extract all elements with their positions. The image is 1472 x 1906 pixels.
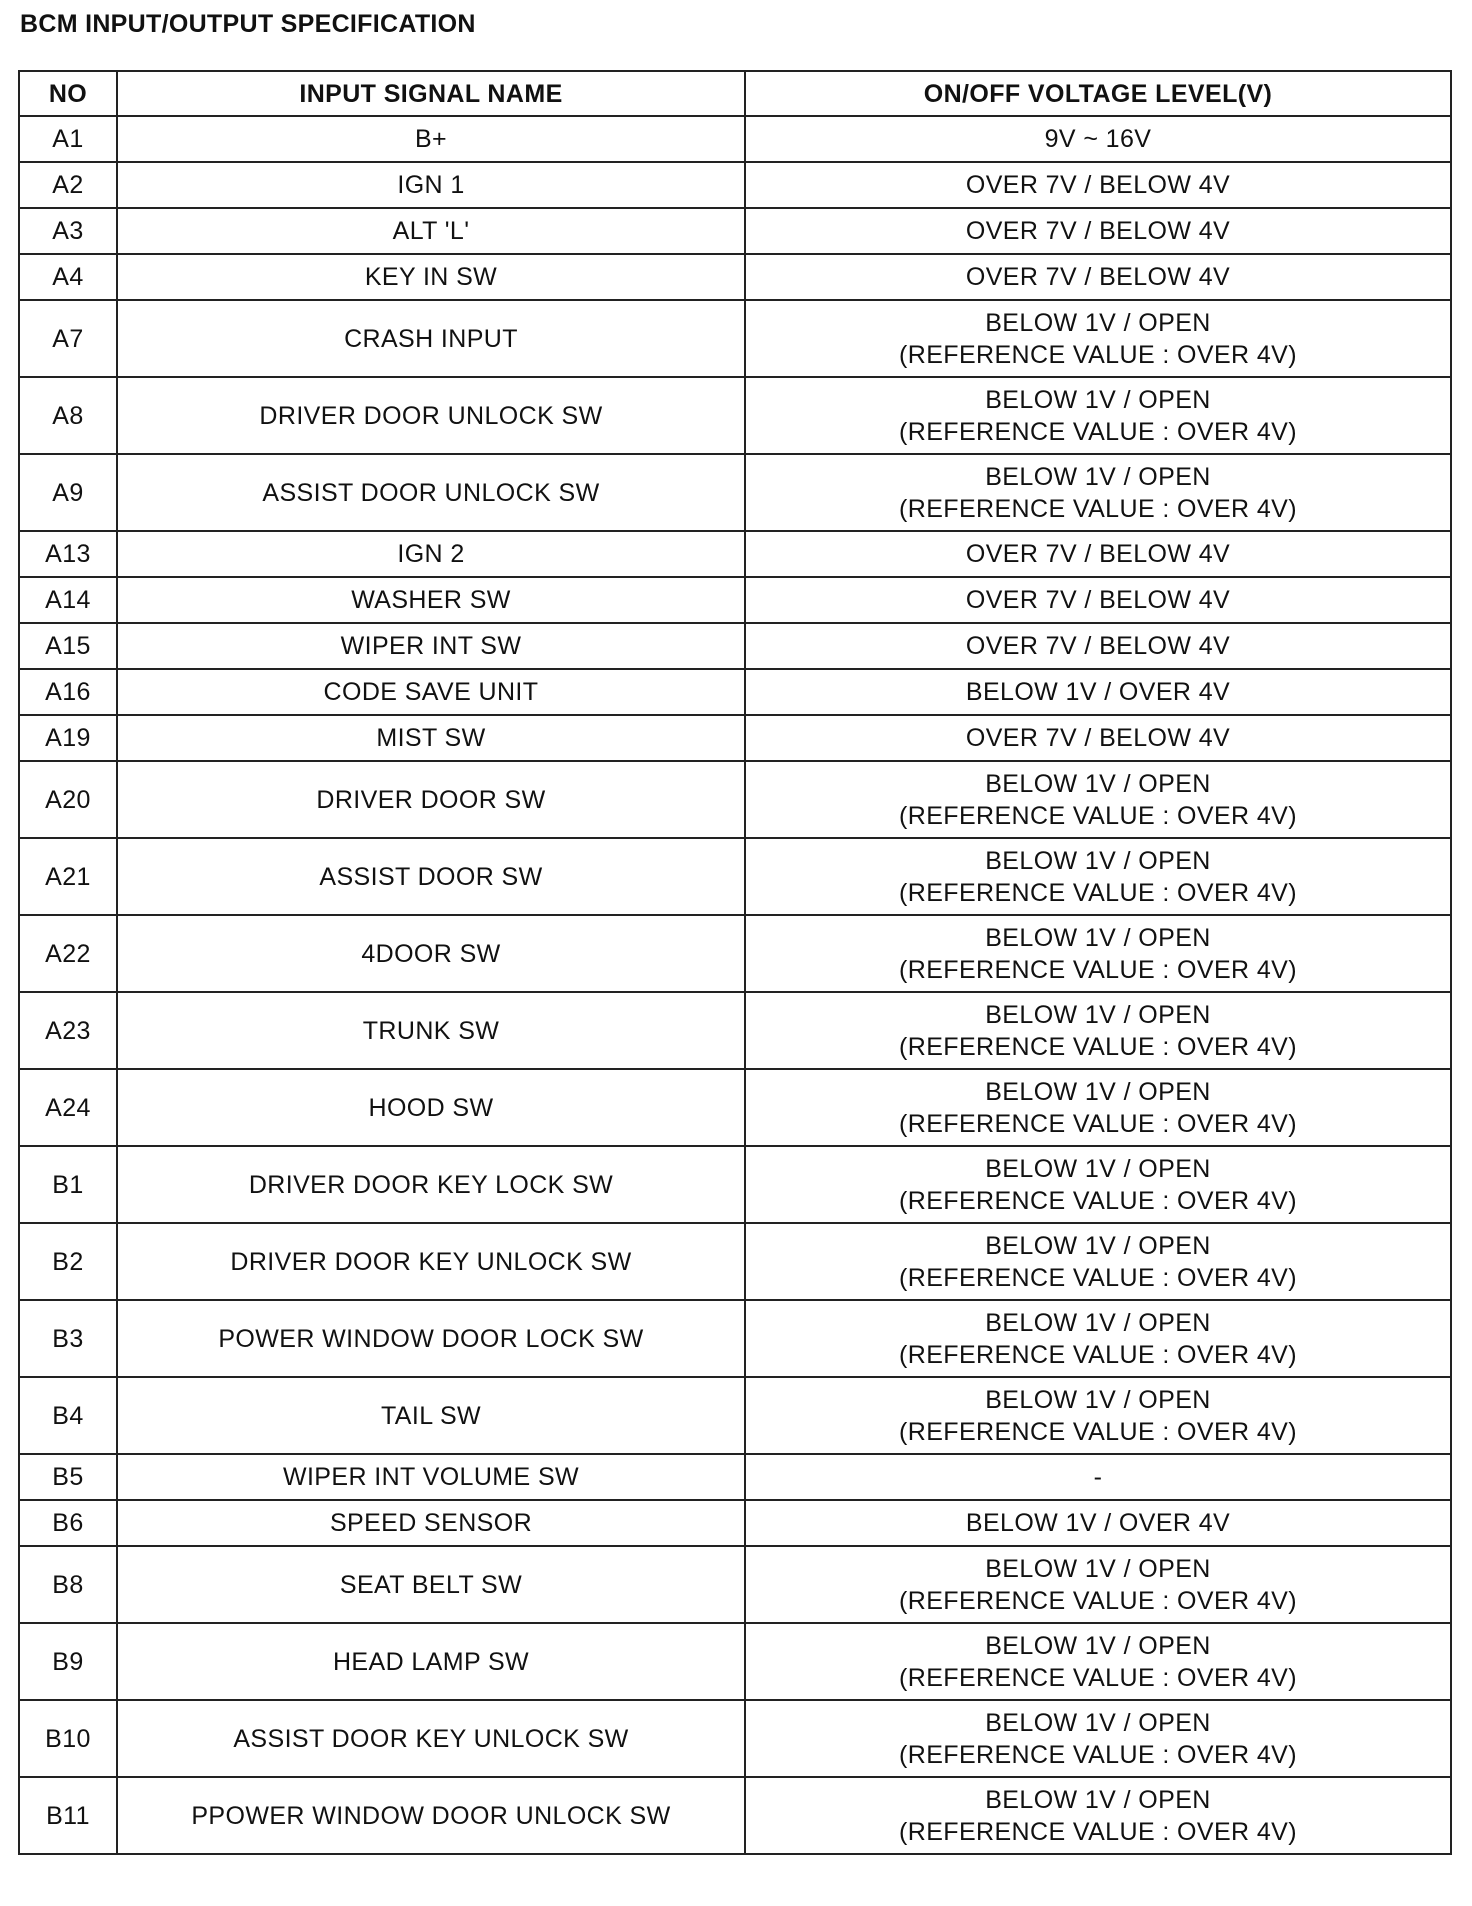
cell-no: B4 (19, 1377, 117, 1454)
cell-signal-name: B+ (117, 116, 745, 162)
table-row (19, 300, 1451, 377)
cell-no: A15 (19, 623, 117, 669)
voltage-line: BELOW 1V / OPEN (985, 923, 1211, 952)
cell-signal-name: DRIVER DOOR KEY LOCK SW (117, 1146, 745, 1223)
table-header-row (19, 71, 1451, 116)
voltage-line: 9V ~ 16V (1044, 125, 1152, 153)
voltage-line: (REFERENCE VALUE : OVER 4V) (899, 417, 1297, 446)
cell-no: A2 (19, 162, 117, 208)
voltage-line: BELOW 1V / OPEN (985, 769, 1211, 798)
table-row (19, 531, 1451, 577)
voltage-line: BELOW 1V / OVER 4V (965, 678, 1231, 706)
voltage-line: (REFERENCE VALUE : OVER 4V) (899, 1186, 1297, 1215)
cell-no: B10 (19, 1700, 117, 1777)
table-row (19, 1700, 1451, 1777)
cell-voltage-level (745, 208, 1451, 254)
cell-voltage-level (745, 1300, 1451, 1377)
voltage-line: OVER 7V / BELOW 4V (965, 540, 1231, 568)
cell-signal-name: DRIVER DOOR UNLOCK SW (117, 377, 745, 454)
cell-signal-name: TAIL SW (117, 1377, 745, 1454)
cell-voltage-level (745, 992, 1451, 1069)
voltage-line: BELOW 1V / OPEN (985, 1000, 1211, 1029)
cell-voltage-level (745, 1377, 1451, 1454)
spec-table (18, 70, 1452, 1855)
cell-voltage-level (745, 669, 1451, 715)
cell-signal-name: WASHER SW (117, 577, 745, 623)
voltage-line: OVER 7V / BELOW 4V (965, 171, 1231, 199)
cell-no: A21 (19, 838, 117, 915)
cell-no: A23 (19, 992, 117, 1069)
cell-no: A24 (19, 1069, 117, 1146)
voltage-line: BELOW 1V / OPEN (985, 1154, 1211, 1183)
voltage-line: BELOW 1V / OVER 4V (965, 1509, 1231, 1537)
table-row (19, 992, 1451, 1069)
table-row (19, 1146, 1451, 1223)
table-row (19, 761, 1451, 838)
cell-voltage-level (745, 1223, 1451, 1300)
table-row (19, 454, 1451, 531)
voltage-line: (REFERENCE VALUE : OVER 4V) (899, 1109, 1297, 1138)
cell-signal-name: ALT 'L' (117, 208, 745, 254)
cell-signal-name: POWER WINDOW DOOR LOCK SW (117, 1300, 745, 1377)
voltage-line: (REFERENCE VALUE : OVER 4V) (899, 1417, 1297, 1446)
cell-no: B3 (19, 1300, 117, 1377)
voltage-line: OVER 7V / BELOW 4V (965, 586, 1231, 614)
cell-signal-name: ASSIST DOOR UNLOCK SW (117, 454, 745, 531)
cell-signal-name: IGN 2 (117, 531, 745, 577)
table-row (19, 1546, 1451, 1623)
cell-no: B9 (19, 1623, 117, 1700)
voltage-line: BELOW 1V / OPEN (985, 1077, 1211, 1106)
voltage-line: (REFERENCE VALUE : OVER 4V) (899, 1663, 1297, 1692)
cell-no: B8 (19, 1546, 117, 1623)
cell-signal-name: SEAT BELT SW (117, 1546, 745, 1623)
table-row (19, 669, 1451, 715)
header-input-signal-name: INPUT SIGNAL NAME (117, 71, 745, 116)
table-row (19, 915, 1451, 992)
cell-no: B6 (19, 1500, 117, 1546)
table-row (19, 1777, 1451, 1854)
header-voltage-level: ON/OFF VOLTAGE LEVEL(V) (745, 71, 1451, 116)
cell-voltage-level (745, 715, 1451, 761)
cell-no: B11 (19, 1777, 117, 1854)
voltage-line: (REFERENCE VALUE : OVER 4V) (899, 1032, 1297, 1061)
cell-signal-name: KEY IN SW (117, 254, 745, 300)
voltage-line: (REFERENCE VALUE : OVER 4V) (899, 1340, 1297, 1369)
cell-signal-name: 4DOOR SW (117, 915, 745, 992)
cell-no: A20 (19, 761, 117, 838)
cell-voltage-level (745, 838, 1451, 915)
table-row (19, 254, 1451, 300)
cell-voltage-level (745, 300, 1451, 377)
cell-voltage-level (745, 1777, 1451, 1854)
table-row (19, 208, 1451, 254)
voltage-line: BELOW 1V / OPEN (985, 1308, 1211, 1337)
cell-voltage-level (745, 1546, 1451, 1623)
cell-no: A3 (19, 208, 117, 254)
cell-signal-name: HOOD SW (117, 1069, 745, 1146)
voltage-line: BELOW 1V / OPEN (985, 1231, 1211, 1260)
cell-signal-name: DRIVER DOOR SW (117, 761, 745, 838)
voltage-line: (REFERENCE VALUE : OVER 4V) (899, 801, 1297, 830)
voltage-line: BELOW 1V / OPEN (985, 385, 1211, 414)
cell-signal-name: MIST SW (117, 715, 745, 761)
cell-voltage-level (745, 1500, 1451, 1546)
cell-signal-name: IGN 1 (117, 162, 745, 208)
cell-voltage-level (745, 915, 1451, 992)
table-row (19, 838, 1451, 915)
cell-signal-name: ASSIST DOOR SW (117, 838, 745, 915)
cell-voltage-level (745, 1454, 1451, 1500)
page-title: BCM INPUT/OUTPUT SPECIFICATION (20, 10, 476, 38)
cell-voltage-level (745, 1623, 1451, 1700)
cell-voltage-level (745, 377, 1451, 454)
voltage-line: BELOW 1V / OPEN (985, 1554, 1211, 1583)
cell-voltage-level (745, 1069, 1451, 1146)
cell-voltage-level (745, 454, 1451, 531)
cell-voltage-level (745, 577, 1451, 623)
voltage-line: BELOW 1V / OPEN (985, 1785, 1211, 1814)
cell-voltage-level (745, 1700, 1451, 1777)
voltage-line: (REFERENCE VALUE : OVER 4V) (899, 1740, 1297, 1769)
cell-voltage-level (745, 116, 1451, 162)
cell-voltage-level (745, 531, 1451, 577)
voltage-line: OVER 7V / BELOW 4V (965, 724, 1231, 752)
voltage-line: BELOW 1V / OPEN (985, 1385, 1211, 1414)
cell-signal-name: WIPER INT VOLUME SW (117, 1454, 745, 1500)
table-row (19, 116, 1451, 162)
cell-signal-name: ASSIST DOOR KEY UNLOCK SW (117, 1700, 745, 1777)
cell-signal-name: SPEED SENSOR (117, 1500, 745, 1546)
cell-signal-name: HEAD LAMP SW (117, 1623, 745, 1700)
table-row (19, 577, 1451, 623)
voltage-line: BELOW 1V / OPEN (985, 462, 1211, 491)
voltage-line: (REFERENCE VALUE : OVER 4V) (899, 955, 1297, 984)
table-row (19, 1377, 1451, 1454)
table-row (19, 623, 1451, 669)
voltage-line: - (1093, 1463, 1103, 1491)
cell-signal-name: CRASH INPUT (117, 300, 745, 377)
cell-no: A19 (19, 715, 117, 761)
cell-signal-name: TRUNK SW (117, 992, 745, 1069)
cell-no: A1 (19, 116, 117, 162)
cell-no: A14 (19, 577, 117, 623)
cell-no: A8 (19, 377, 117, 454)
voltage-line: (REFERENCE VALUE : OVER 4V) (899, 494, 1297, 523)
cell-no: B5 (19, 1454, 117, 1500)
cell-signal-name: DRIVER DOOR KEY UNLOCK SW (117, 1223, 745, 1300)
table-row (19, 1623, 1451, 1700)
table-body (19, 116, 1451, 1854)
table-row (19, 715, 1451, 761)
table-row (19, 1300, 1451, 1377)
voltage-line: BELOW 1V / OPEN (985, 846, 1211, 875)
voltage-line: OVER 7V / BELOW 4V (965, 263, 1231, 291)
voltage-line: OVER 7V / BELOW 4V (965, 632, 1231, 660)
cell-no: B1 (19, 1146, 117, 1223)
table-row (19, 1069, 1451, 1146)
voltage-line: OVER 7V / BELOW 4V (965, 217, 1231, 245)
cell-no: B2 (19, 1223, 117, 1300)
cell-no: A7 (19, 300, 117, 377)
cell-voltage-level (745, 623, 1451, 669)
cell-voltage-level (745, 162, 1451, 208)
table-row (19, 1223, 1451, 1300)
cell-no: A22 (19, 915, 117, 992)
cell-voltage-level (745, 254, 1451, 300)
voltage-line: (REFERENCE VALUE : OVER 4V) (899, 1263, 1297, 1292)
voltage-line: (REFERENCE VALUE : OVER 4V) (899, 1817, 1297, 1846)
voltage-line: (REFERENCE VALUE : OVER 4V) (899, 878, 1297, 907)
cell-no: A16 (19, 669, 117, 715)
voltage-line: (REFERENCE VALUE : OVER 4V) (899, 1586, 1297, 1615)
table-row (19, 377, 1451, 454)
voltage-line: BELOW 1V / OPEN (985, 1631, 1211, 1660)
cell-signal-name: CODE SAVE UNIT (117, 669, 745, 715)
cell-voltage-level (745, 1146, 1451, 1223)
table-row (19, 1454, 1451, 1500)
cell-signal-name: PPOWER WINDOW DOOR UNLOCK SW (117, 1777, 745, 1854)
cell-voltage-level (745, 761, 1451, 838)
table-row (19, 1500, 1451, 1546)
voltage-line: BELOW 1V / OPEN (985, 308, 1211, 337)
cell-no: A4 (19, 254, 117, 300)
cell-signal-name: WIPER INT SW (117, 623, 745, 669)
voltage-line: (REFERENCE VALUE : OVER 4V) (899, 340, 1297, 369)
cell-no: A13 (19, 531, 117, 577)
voltage-line: BELOW 1V / OPEN (985, 1708, 1211, 1737)
table-row (19, 162, 1451, 208)
cell-no: A9 (19, 454, 117, 531)
header-no: NO (19, 71, 117, 116)
